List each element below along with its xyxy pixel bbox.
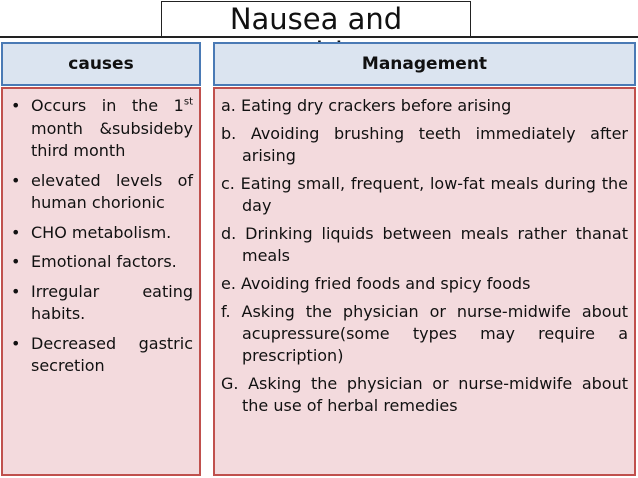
- cause-item: [9, 95, 193, 163]
- cause-text: Irregular eating habits.: [31, 281, 193, 323]
- cause-text: elevated levels of human chorionic: [31, 170, 193, 212]
- causes-panel: [1, 87, 201, 476]
- management-list: [215, 89, 634, 417]
- cause-item: [9, 251, 193, 274]
- management-item: f. Asking the physician or nurse-midwife about acupressure(some types may require a prescription): [221, 302, 628, 365]
- management-item: d. Drinking liquids between meals rather thanat meals: [221, 224, 628, 265]
- management-item: a. Eating dry crackers before arising: [221, 96, 512, 115]
- management-item: e. Avoiding fried foods and spicy foods: [221, 274, 531, 293]
- management-item: b. Avoiding brushing teeth immediately after arising: [221, 124, 628, 165]
- causes-header: causes: [1, 42, 201, 86]
- management-header: Management: [213, 42, 636, 86]
- title-bar: [0, 0, 638, 38]
- causes-list: [3, 89, 199, 378]
- slide-title: Nausea and: [161, 1, 471, 37]
- cause-text: Decreased gastric secretion: [31, 333, 193, 375]
- cause-item: [9, 222, 193, 245]
- cause-superscript: st: [183, 96, 193, 108]
- cause-text: CHO metabolism.: [31, 222, 172, 242]
- cause-item: [9, 170, 193, 215]
- cause-item: [9, 281, 193, 326]
- management-item: G. Asking the physician or nurse-midwife about the use of herbal remedies: [221, 374, 628, 415]
- management-item: c. Eating small, frequent, low-fat meals during the day: [221, 174, 628, 215]
- management-panel: [213, 87, 636, 476]
- cause-item: [9, 333, 193, 378]
- cause-text-rest: month &subsideby third month: [31, 118, 193, 160]
- cause-text: Emotional factors.: [31, 252, 177, 271]
- cause-text: Occurs in the 1: [31, 96, 184, 115]
